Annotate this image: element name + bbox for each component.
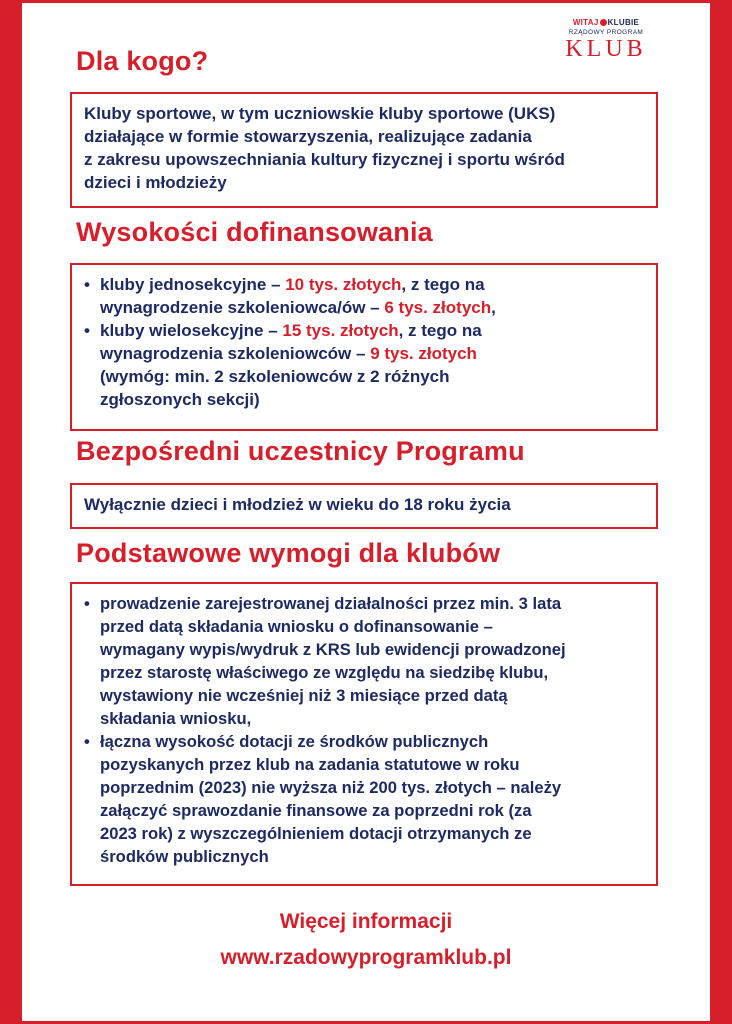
box-dla-kogo xyxy=(70,92,658,208)
list-item-line: wymagany wypis/wydruk z KRS lub ewidencji prowadzonej xyxy=(100,640,566,659)
text-span: , z tego na xyxy=(398,321,482,340)
text-span: wynagrodzenie szkoleniowca/ów – xyxy=(100,298,385,317)
list-item xyxy=(84,273,644,319)
logo-program-line: RZĄDOWY PROGRAM xyxy=(568,29,644,36)
logo-klub-word: KLUB xyxy=(565,36,647,62)
list-item-line: łączna wysokość dotacji ze środków publicznych xyxy=(100,732,489,751)
klub-program-logo xyxy=(560,18,652,88)
heading-uczestnicy: Bezpośredni uczestnicy Programu xyxy=(76,436,525,466)
list-item-line: (wymóg: min. 2 szkoleniowców z 2 różnych xyxy=(100,367,450,386)
list-item-line: zgłoszonych sekcji) xyxy=(100,390,260,409)
list-item xyxy=(84,319,644,411)
ball-icon xyxy=(600,19,607,26)
amount-highlight: 6 tys. złotych xyxy=(384,298,492,317)
list-item-line xyxy=(100,273,644,296)
list-item-line xyxy=(100,342,644,365)
more-info-label: Więcej informacji xyxy=(279,910,453,933)
list-item-line xyxy=(100,296,644,319)
heading-wymogi: Podstawowe wymogi dla klubów xyxy=(76,538,501,568)
text-span: , xyxy=(491,298,496,317)
left-red-border xyxy=(0,0,22,1024)
text-span: , z tego na xyxy=(401,275,485,294)
list-item xyxy=(84,592,644,730)
list-item-line: załączyć sprawozdanie finansowe za poprzedni rok (za xyxy=(100,801,532,820)
list-item xyxy=(84,730,644,868)
box-line: z zakresu upowszechniania kultury fizycznej i sportu wśród xyxy=(84,150,565,169)
list-item-line: przed datą składania wniosku o dofinansowanie – xyxy=(100,617,493,636)
box-wymogi xyxy=(70,582,658,886)
box-wysokosci xyxy=(70,263,658,431)
top-red-border xyxy=(0,0,732,3)
bullet-icon: • xyxy=(84,275,90,294)
list-item-line xyxy=(100,319,644,342)
text-span: wynagrodzenia szkoleniowców – xyxy=(100,344,371,363)
logo-klubie-text: KLUBIE xyxy=(607,18,640,27)
bullet-icon: • xyxy=(84,594,90,613)
list-item-line: przez starostę właściwego ze względu na siedzibę klubu, xyxy=(100,663,549,682)
text-span: kluby jednosekcyjne – xyxy=(100,275,286,294)
heading-dla-kogo: Dla kogo? xyxy=(76,46,209,76)
amount-highlight: 10 tys. złotych xyxy=(285,275,402,294)
list-item-line: poprzednim (2023) nie wyższa niż 200 tys. złotych – należy xyxy=(100,778,562,797)
list-item-line: środków publicznych xyxy=(100,847,269,866)
website-link[interactable]: www.rzadowyprogramklub.pl xyxy=(220,946,512,969)
box-line: Wyłącznie dzieci i młodzież w wieku do 18 roku życia xyxy=(84,495,511,514)
right-red-border xyxy=(710,0,732,1024)
list-item-line: prowadzenie zarejestrowanej działalności przez min. 3 lata xyxy=(100,594,562,613)
box-line: dzieci i młodzieży xyxy=(84,173,227,192)
list-item-line: 2023 rok) z wyszczególnieniem dotacji otrzymanych ze xyxy=(100,824,532,843)
amount-highlight: 15 tys. złotych xyxy=(282,321,399,340)
amount-highlight: 9 tys. złotych xyxy=(370,344,477,363)
box-line: Kluby sportowe, w tym uczniowskie kluby sportowe (UKS) xyxy=(84,104,556,123)
bullet-icon: • xyxy=(84,732,90,751)
logo-witaj-text: WITAJ xyxy=(572,18,599,27)
bullet-icon: • xyxy=(84,321,90,340)
list-item-line: składania wniosku, xyxy=(100,709,252,728)
text-span: kluby wielosekcyjne – xyxy=(100,321,283,340)
box-line: działające w formie stowarzyszenia, realizujące zadania xyxy=(84,127,532,146)
list-item-line: wystawiony nie wcześniej niż 3 miesiące przed datą xyxy=(100,686,508,705)
logo-witaj-line xyxy=(560,18,652,27)
heading-wysokosci: Wysokości dofinansowania xyxy=(76,217,433,247)
box-uczestnicy xyxy=(70,483,658,529)
list-item-line: pozyskanych przez klub na zadania statutowe w roku xyxy=(100,755,520,774)
